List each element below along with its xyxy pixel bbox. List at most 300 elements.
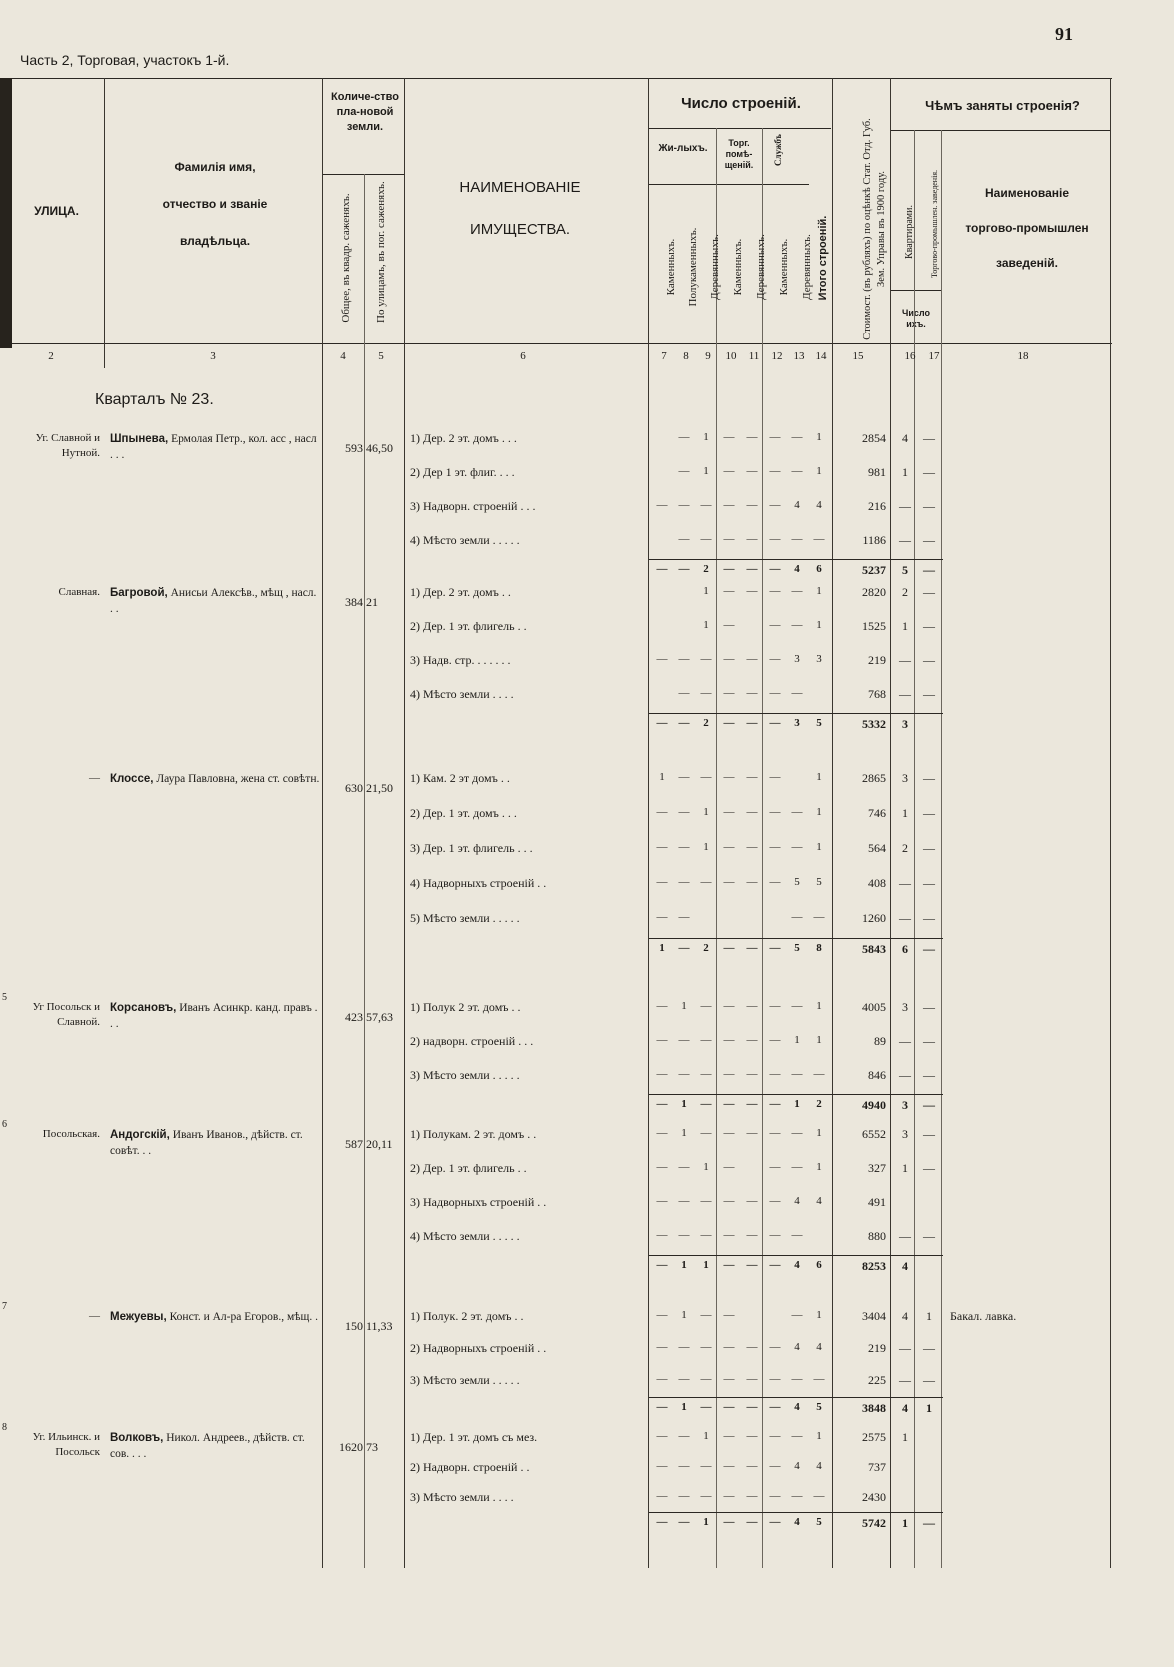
total-buildings-cell: 1: [816, 841, 822, 853]
building-count-cell: —: [769, 619, 781, 631]
table-top-rule: [12, 78, 1112, 79]
building-count-cell: —: [769, 585, 781, 597]
building-count-cell: —: [678, 876, 690, 888]
building-count-cell: 4: [794, 1195, 800, 1207]
apartments-cell: —: [899, 1373, 911, 1387]
apartments-cell: 1: [902, 1430, 908, 1444]
building-count-cell: —: [678, 687, 690, 699]
building-count-cell: —: [769, 1127, 781, 1139]
building-count-cell: —: [746, 876, 758, 888]
building-count-cell: —: [678, 499, 690, 511]
sum-cell: 4: [794, 1259, 800, 1271]
total-buildings-cell: 1: [816, 585, 822, 597]
building-count-cell: 1: [794, 1034, 800, 1046]
building-count-cell: —: [791, 619, 803, 631]
col-divider: [890, 78, 891, 1568]
owner-name: [110, 771, 320, 787]
building-count-cell: 1: [703, 806, 709, 818]
value-cell: 1525: [862, 619, 886, 633]
building-count-cell: —: [678, 1195, 690, 1207]
property-item: 2) Дер. 1 эт. флигель . .: [410, 1161, 527, 1175]
property-item: 1) Кам. 2 эт домъ . .: [410, 771, 510, 785]
sum-value-cell: 4940: [862, 1098, 886, 1112]
property-item: 2) Надворн. строеній . .: [410, 1460, 530, 1474]
value-cell: 1186: [862, 533, 886, 547]
sum-total-cell: 6: [816, 563, 822, 575]
value-cell: 3404: [862, 1309, 886, 1323]
header-col12: Каменныхъ.: [778, 238, 790, 296]
trade-estab-cell: —: [923, 1161, 935, 1175]
property-item: 3) Дер. 1 эт. флигель . . .: [410, 841, 533, 855]
sum-cell: 4: [794, 1516, 800, 1528]
sum-cell: —: [746, 1098, 758, 1110]
trade-estab-cell: —: [923, 499, 935, 513]
header-land-total: Общее, въ квадр. саженяхъ.: [340, 193, 352, 323]
owner-details: Лаура Павловна, жена ст. совѣтн.: [153, 773, 320, 785]
building-count-cell: —: [700, 876, 712, 888]
sum-cell: —: [746, 1259, 758, 1271]
total-buildings-cell: 3: [816, 653, 822, 665]
sum-cell: —: [678, 942, 690, 954]
column-number: 7: [661, 350, 667, 362]
sum-total-cell: 5: [816, 1516, 822, 1528]
col-divider: [648, 78, 649, 1568]
sum-cell: —: [700, 1098, 712, 1110]
apartments-cell: —: [899, 1068, 911, 1082]
building-count-cell: —: [769, 771, 781, 783]
owner-details: Никол. Андреев., дѣйств. ст. сов. . . .: [110, 1432, 305, 1460]
land-area-street: 73: [366, 1440, 378, 1454]
building-count-cell: —: [769, 1000, 781, 1012]
property-item: 1) Дер. 1 эт. домъ съ мез.: [410, 1430, 538, 1444]
building-count-cell: —: [656, 876, 668, 888]
building-count-cell: —: [656, 1034, 668, 1046]
building-count-cell: —: [791, 533, 803, 545]
building-count-cell: —: [746, 806, 758, 818]
apartments-cell: 3: [902, 771, 908, 785]
land-area-street: 46,50: [366, 441, 393, 455]
table-right-border: [1110, 78, 1111, 1568]
building-count-cell: —: [791, 585, 803, 597]
estab-name-cell: Бакал. лавка.: [950, 1309, 1017, 1323]
building-count-cell: —: [746, 585, 758, 597]
owner-details: Иванъ Иванов., дѣйств. ст. совѣт. . .: [110, 1129, 303, 1157]
value-cell: 2854: [862, 431, 886, 445]
sum-rule: [649, 713, 943, 714]
building-count-cell: —: [700, 1034, 712, 1046]
total-buildings-cell: 1: [816, 619, 822, 631]
value-cell: 408: [868, 876, 886, 890]
sum-cell: —: [656, 1516, 668, 1528]
property-item: 3) Мѣсто земли . . . . .: [410, 1068, 520, 1082]
building-count-cell: —: [700, 533, 712, 545]
owner-surname: Шпынева,: [110, 433, 169, 445]
value-cell: 746: [868, 806, 886, 820]
sum-cell: 3: [794, 717, 800, 729]
building-count-cell: 1: [703, 841, 709, 853]
building-count-cell: —: [746, 431, 758, 443]
building-count-cell: 4: [794, 1460, 800, 1472]
total-buildings-cell: —: [813, 533, 825, 545]
building-count-cell: —: [769, 1341, 781, 1353]
building-count-cell: —: [678, 533, 690, 545]
building-count-cell: —: [769, 653, 781, 665]
value-cell: 768: [868, 687, 886, 701]
building-count-cell: —: [678, 806, 690, 818]
owner-name: [110, 431, 320, 463]
sum-cell: —: [656, 1259, 668, 1271]
owner-name: [110, 585, 320, 617]
building-count-cell: —: [723, 1430, 735, 1442]
building-count-cell: —: [769, 499, 781, 511]
land-area-street: 11,33: [366, 1319, 393, 1333]
property-item: 1) Дер. 2 эт. домъ . . .: [410, 431, 517, 445]
building-count-cell: —: [678, 1161, 690, 1173]
land-area-street: 21,50: [366, 781, 393, 795]
value-cell: 2430: [862, 1490, 886, 1504]
trade-estab-cell: 1: [926, 1309, 932, 1323]
building-count-cell: —: [723, 1161, 735, 1173]
building-count-cell: —: [791, 806, 803, 818]
building-count-cell: —: [678, 771, 690, 783]
sum-apartments-cell: 3: [902, 1098, 908, 1112]
header-street: УЛИЦА.: [34, 204, 79, 218]
building-count-cell: 1: [703, 465, 709, 477]
building-count-cell: —: [723, 876, 735, 888]
header-value: Стоимост. (въ рубляхъ) по оцѣнкѣ Стат. Отд. Губ. Зем. Управы въ 1900 году.: [862, 118, 887, 340]
sum-cell: —: [746, 563, 758, 575]
sum-trade-cell: —: [923, 1516, 935, 1530]
building-count-cell: —: [746, 1229, 758, 1241]
sum-apartments-cell: 4: [902, 1259, 908, 1273]
trade-estab-cell: —: [923, 771, 935, 785]
trade-estab-cell: —: [923, 876, 935, 890]
value-cell: 327: [868, 1161, 886, 1175]
sum-cell: —: [723, 1259, 735, 1271]
sum-rule: [649, 1255, 943, 1256]
building-count-cell: —: [723, 431, 735, 443]
building-count-cell: —: [746, 1373, 758, 1385]
building-count-cell: —: [746, 653, 758, 665]
building-count-cell: —: [700, 653, 712, 665]
building-count-cell: —: [746, 1460, 758, 1472]
building-count-cell: —: [700, 771, 712, 783]
building-count-cell: —: [769, 1229, 781, 1241]
header-property-line: НАИМЕНОВАНІЕ: [459, 179, 581, 196]
owner-surname: Корсановъ,: [110, 1002, 177, 1014]
total-buildings-cell: 1: [816, 1309, 822, 1321]
building-count-cell: —: [700, 1229, 712, 1241]
building-count-cell: —: [769, 1460, 781, 1472]
property-item: 3) Мѣсто земли . . . .: [410, 1490, 514, 1504]
building-count-cell: —: [769, 1490, 781, 1502]
owner-surname: Андогскій,: [110, 1129, 170, 1141]
trade-estab-cell: —: [923, 465, 935, 479]
header-estab-line: торгово-промышлен: [965, 221, 1089, 235]
sum-cell: —: [769, 563, 781, 575]
sum-apartments-cell: 6: [902, 942, 908, 956]
land-area-total: 423: [345, 1010, 363, 1024]
header-service: Службъ: [773, 134, 783, 166]
apartments-cell: 2: [902, 841, 908, 855]
building-count-cell: —: [791, 1373, 803, 1385]
building-count-cell: 1: [703, 1430, 709, 1442]
building-count-cell: —: [723, 1229, 735, 1241]
building-count-cell: —: [723, 1460, 735, 1472]
building-count-cell: —: [678, 1229, 690, 1241]
land-area-total: 630: [345, 781, 363, 795]
sum-rule: [649, 938, 943, 939]
building-count-cell: —: [656, 911, 668, 923]
property-item: 3) Надворн. строеній . . .: [410, 499, 536, 513]
total-buildings-cell: 1: [816, 1127, 822, 1139]
column-number: 6: [520, 350, 526, 362]
owner-surname: Клоссе,: [110, 773, 154, 785]
building-count-cell: —: [678, 1068, 690, 1080]
building-count-cell: —: [791, 1430, 803, 1442]
value-cell: 216: [868, 499, 886, 513]
total-buildings-cell: 1: [816, 771, 822, 783]
building-count-cell: —: [656, 1229, 668, 1241]
building-count-cell: —: [700, 1127, 712, 1139]
sum-cell: 5: [794, 942, 800, 954]
street-name: —: [89, 1310, 100, 1322]
apartments-cell: 4: [902, 1309, 908, 1323]
building-count-cell: —: [678, 653, 690, 665]
owner-name: [110, 1430, 320, 1462]
building-count-cell: —: [656, 1195, 668, 1207]
header-apartments: Квартирами.: [904, 205, 915, 259]
sum-cell: —: [656, 563, 668, 575]
building-count-cell: 1: [703, 1161, 709, 1173]
building-count-cell: —: [769, 876, 781, 888]
building-count-cell: —: [656, 1460, 668, 1472]
building-count-cell: —: [791, 465, 803, 477]
building-count-cell: —: [769, 431, 781, 443]
total-buildings-cell: 1: [816, 1430, 822, 1442]
book-binding-edge: [0, 78, 12, 348]
total-buildings-cell: —: [813, 911, 825, 923]
sum-apartments-cell: 1: [902, 1516, 908, 1530]
value-cell: 4005: [862, 1000, 886, 1014]
sum-value-cell: 5237: [862, 563, 886, 577]
total-buildings-cell: 1: [816, 806, 822, 818]
apartments-cell: 2: [902, 585, 908, 599]
trade-estab-cell: —: [923, 1373, 935, 1387]
building-count-cell: 5: [794, 876, 800, 888]
building-count-cell: —: [723, 1127, 735, 1139]
building-count-cell: —: [678, 431, 690, 443]
building-count-cell: 1: [681, 1309, 687, 1321]
building-count-cell: —: [769, 1373, 781, 1385]
property-item: 2) Дер. 1 эт. флигель . .: [410, 619, 527, 633]
header-property: [420, 178, 620, 240]
building-count-cell: —: [746, 1195, 758, 1207]
sum-cell: —: [746, 942, 758, 954]
building-count-cell: 4: [794, 1341, 800, 1353]
header-property-line: ИМУЩЕСТВА.: [469, 221, 571, 238]
sum-total-cell: 5: [816, 1401, 822, 1413]
sum-cell: —: [769, 1098, 781, 1110]
page-title: Часть 2, Торговая, участокъ 1-й.: [20, 52, 230, 68]
building-count-cell: —: [723, 533, 735, 545]
building-count-cell: —: [746, 1430, 758, 1442]
header-owner-line: владѣльца.: [179, 234, 251, 248]
property-item: 1) Полукам. 2 эт. домъ . .: [410, 1127, 537, 1141]
sum-total-cell: 8: [816, 942, 822, 954]
total-buildings-cell: —: [813, 1373, 825, 1385]
building-count-cell: —: [723, 771, 735, 783]
apartments-cell: —: [899, 1034, 911, 1048]
building-count-cell: —: [769, 1068, 781, 1080]
value-cell: 225: [868, 1373, 886, 1387]
apartments-cell: —: [899, 499, 911, 513]
building-count-cell: —: [791, 431, 803, 443]
property-item: 2) Дер 1 эт. флиг. . . .: [410, 465, 515, 479]
street-name: Уг Посольск и Славной.: [32, 1001, 100, 1028]
header-buildings-count: Число строеній.: [681, 95, 801, 112]
sum-cell: —: [769, 717, 781, 729]
total-buildings-cell: 1: [816, 465, 822, 477]
building-count-cell: —: [769, 687, 781, 699]
street-name: —: [89, 772, 100, 784]
property-item: 4) Мѣсто земли . . . . .: [410, 1229, 520, 1243]
column-number: 8: [683, 350, 689, 362]
building-count-cell: —: [791, 1127, 803, 1139]
building-count-cell: —: [700, 1195, 712, 1207]
header-estab-line: заведеній.: [996, 256, 1058, 270]
building-count-cell: —: [723, 1373, 735, 1385]
building-count-cell: —: [723, 585, 735, 597]
building-count-cell: —: [700, 1000, 712, 1012]
header-rule: [649, 184, 809, 185]
sum-rule: [649, 1512, 943, 1513]
land-area-street: 57,63: [366, 1010, 393, 1024]
land-area-total: 150: [345, 1319, 363, 1333]
property-item: 1) Полук 2 эт. домъ . .: [410, 1000, 521, 1014]
total-buildings-cell: —: [813, 1068, 825, 1080]
apartments-cell: 4: [902, 431, 908, 445]
trade-estab-cell: —: [923, 431, 935, 445]
building-count-cell: —: [791, 841, 803, 853]
header-owner-line: Фамилія имя,: [174, 160, 256, 174]
apartments-cell: 1: [902, 465, 908, 479]
column-number: 10: [725, 350, 737, 362]
owner-surname: Багровой,: [110, 587, 168, 599]
sum-trade-cell: 1: [926, 1401, 932, 1415]
building-count-cell: —: [678, 1430, 690, 1442]
quarter-title: Кварталъ № 23.: [95, 391, 214, 408]
col-divider: [322, 78, 323, 1568]
building-count-cell: —: [678, 1341, 690, 1353]
apartments-cell: 3: [902, 1000, 908, 1014]
sum-total-cell: 5: [816, 717, 822, 729]
building-count-cell: —: [700, 1373, 712, 1385]
value-cell: 846: [868, 1068, 886, 1082]
total-buildings-cell: 5: [816, 876, 822, 888]
sum-cell: —: [723, 563, 735, 575]
building-count-cell: —: [723, 1195, 735, 1207]
trade-estab-cell: —: [923, 1000, 935, 1014]
building-count-cell: —: [746, 465, 758, 477]
apartments-cell: —: [899, 1229, 911, 1243]
sum-trade-cell: —: [923, 1098, 935, 1112]
value-cell: 491: [868, 1195, 886, 1209]
sum-cell: 4: [794, 1401, 800, 1413]
total-buildings-cell: 4: [816, 499, 822, 511]
building-count-cell: —: [791, 1309, 803, 1321]
property-item: 4) Мѣсто земли . . . . .: [410, 533, 520, 547]
building-count-cell: —: [769, 533, 781, 545]
header-col9: Деревянныхъ.: [709, 234, 721, 300]
building-count-cell: —: [678, 841, 690, 853]
sum-cell: —: [769, 1259, 781, 1271]
building-count-cell: —: [746, 1000, 758, 1012]
value-cell: 219: [868, 1341, 886, 1355]
building-count-cell: —: [791, 1000, 803, 1012]
value-cell: 2865: [862, 771, 886, 785]
entry-number: 5: [2, 992, 7, 1003]
building-count-cell: —: [769, 806, 781, 818]
sum-total-cell: 6: [816, 1259, 822, 1271]
building-count-cell: —: [723, 499, 735, 511]
column-number: 18: [1017, 350, 1029, 362]
column-number: 5: [378, 350, 384, 362]
sum-cell: —: [700, 1401, 712, 1413]
building-count-cell: —: [723, 1309, 735, 1321]
building-count-cell: —: [791, 1161, 803, 1173]
sum-cell: 4: [794, 563, 800, 575]
sum-cell: —: [769, 942, 781, 954]
total-buildings-cell: 1: [816, 1034, 822, 1046]
building-count-cell: —: [700, 1490, 712, 1502]
header-rule: [649, 128, 831, 129]
sum-cell: 1: [703, 1259, 709, 1271]
property-item: 1) Полук. 2 эт. домъ . .: [410, 1309, 524, 1323]
sum-cell: —: [769, 1516, 781, 1528]
trade-estab-cell: —: [923, 585, 935, 599]
building-count-cell: —: [678, 1490, 690, 1502]
owner-details: Иванъ Асинкр. канд. правъ . . .: [110, 1002, 318, 1030]
header-land-street: По улицамъ, въ пог. саженяхъ.: [375, 181, 387, 323]
sum-cell: —: [678, 1516, 690, 1528]
building-count-cell: 1: [703, 585, 709, 597]
total-buildings-cell: 1: [816, 1000, 822, 1012]
sum-cell: —: [723, 1098, 735, 1110]
building-count-cell: —: [656, 1341, 668, 1353]
sum-cell: —: [678, 717, 690, 729]
sum-cell: —: [723, 1516, 735, 1528]
building-count-cell: 4: [794, 499, 800, 511]
building-count-cell: —: [700, 1068, 712, 1080]
value-cell: 880: [868, 1229, 886, 1243]
entry-number: 7: [2, 1301, 7, 1312]
header-col11: Деревянныхъ.: [755, 234, 767, 300]
sum-cell: —: [723, 717, 735, 729]
apartments-cell: —: [899, 687, 911, 701]
sum-value-cell: 5843: [862, 942, 886, 956]
sum-cell: —: [723, 942, 735, 954]
property-item: 1) Дер. 2 эт. домъ . .: [410, 585, 511, 599]
value-cell: 2575: [862, 1430, 886, 1444]
header-occupied: Чѣмъ заняты строенія?: [925, 98, 1080, 113]
column-number: 15: [852, 350, 864, 362]
header-col7: Каменныхъ.: [665, 238, 677, 296]
column-number: 12: [771, 350, 783, 362]
value-cell: 219: [868, 653, 886, 667]
building-count-cell: —: [791, 1229, 803, 1241]
sum-value-cell: 5332: [862, 717, 886, 731]
